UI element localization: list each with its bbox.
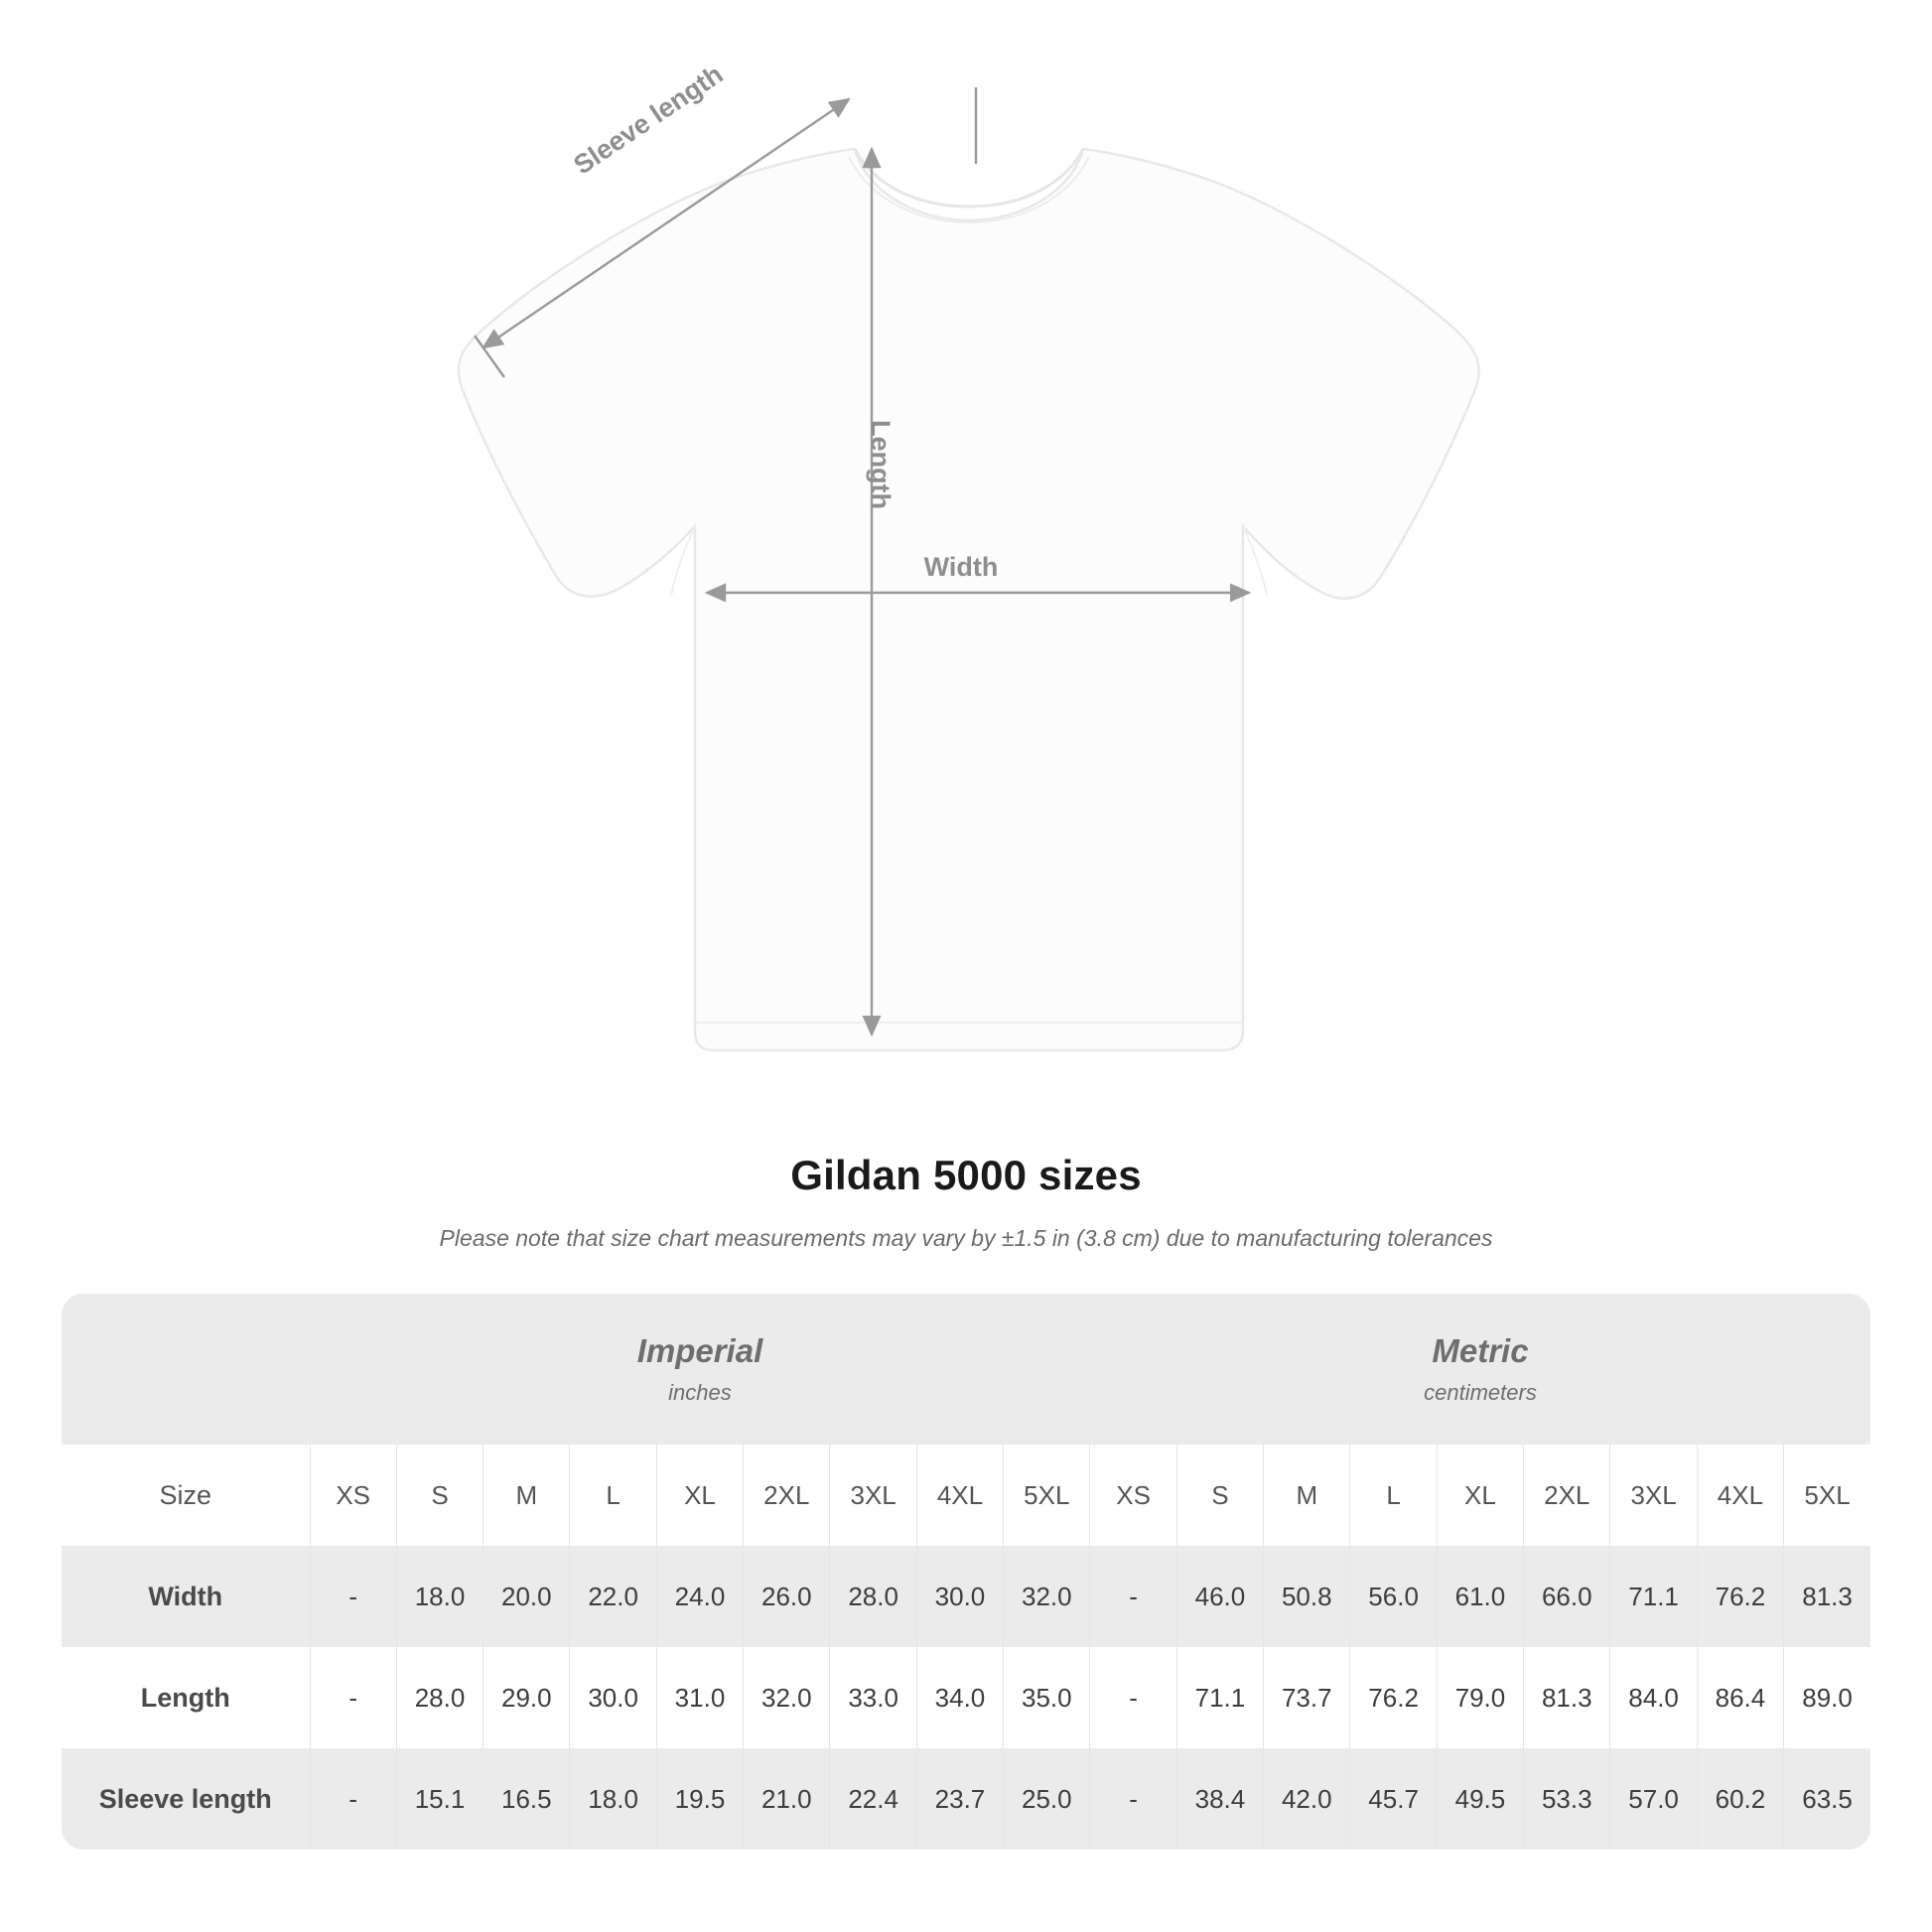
cell: 38.4	[1176, 1748, 1263, 1850]
cell: 46.0	[1176, 1546, 1263, 1647]
row-label-width: Width	[62, 1546, 310, 1647]
cell: 23.7	[916, 1748, 1003, 1850]
header-imperial-4xl: 4XL	[916, 1445, 1003, 1546]
header-metric-3xl: 3XL	[1610, 1445, 1697, 1546]
width-label: Width	[923, 552, 999, 582]
cell: 45.7	[1350, 1748, 1437, 1850]
cell: 56.0	[1350, 1546, 1437, 1647]
sleeve-length-label: Sleeve length	[568, 59, 729, 181]
cell: 81.3	[1524, 1647, 1610, 1748]
cell: 84.0	[1610, 1647, 1697, 1748]
cell: 28.0	[830, 1546, 916, 1647]
cell: 22.4	[830, 1748, 916, 1850]
cell: -	[1090, 1748, 1176, 1850]
cell: 61.0	[1437, 1546, 1523, 1647]
cell: 49.5	[1437, 1748, 1523, 1850]
cell: 71.1	[1176, 1647, 1263, 1748]
header-imperial-m: M	[483, 1445, 570, 1546]
unit-imperial-sub: inches	[668, 1380, 732, 1405]
header-metric-s: S	[1176, 1445, 1263, 1546]
length-label: Length	[866, 420, 896, 509]
cell: -	[1090, 1647, 1176, 1748]
cell: 20.0	[483, 1546, 570, 1647]
cell: 19.5	[656, 1748, 743, 1850]
cell: 76.2	[1697, 1546, 1783, 1647]
table-row	[62, 1546, 1870, 1647]
header-imperial-s: S	[396, 1445, 483, 1546]
unit-header-row	[62, 1294, 1870, 1445]
cell: 30.0	[570, 1647, 656, 1748]
cell: 16.5	[483, 1748, 570, 1850]
cell: 18.0	[570, 1748, 656, 1850]
cell: 63.5	[1784, 1748, 1870, 1850]
cell: 18.0	[396, 1546, 483, 1647]
cell: 86.4	[1697, 1647, 1783, 1748]
cell: 57.0	[1610, 1748, 1697, 1850]
cell: 29.0	[483, 1647, 570, 1748]
cell: 33.0	[830, 1647, 916, 1748]
unit-imperial	[310, 1294, 1090, 1445]
header-metric-2xl: 2XL	[1524, 1445, 1610, 1546]
header-imperial-5xl: 5XL	[1004, 1445, 1090, 1546]
cell: 60.2	[1697, 1748, 1783, 1850]
table-row	[62, 1647, 1870, 1748]
header-metric-5xl: 5XL	[1784, 1445, 1870, 1546]
cell: 32.0	[1004, 1546, 1090, 1647]
cell: -	[310, 1748, 396, 1850]
cell: 73.7	[1264, 1647, 1350, 1748]
cell: 21.0	[744, 1748, 830, 1850]
cell: -	[310, 1546, 396, 1647]
size-table-wrapper	[62, 1294, 1870, 1850]
header-metric-4xl: 4XL	[1697, 1445, 1783, 1546]
tshirt-shape	[459, 149, 1479, 1050]
cell: 53.3	[1524, 1748, 1610, 1850]
header-metric-xs: XS	[1090, 1445, 1176, 1546]
cell: 28.0	[396, 1647, 483, 1748]
header-imperial-xl: XL	[656, 1445, 743, 1546]
page-title: Gildan 5000 sizes	[790, 1152, 1142, 1198]
cell: 35.0	[1004, 1647, 1090, 1748]
header-imperial-xs: XS	[310, 1445, 396, 1546]
cell: 22.0	[570, 1546, 656, 1647]
row-label-length: Length	[62, 1647, 310, 1748]
cell: 50.8	[1264, 1546, 1350, 1647]
header-metric-l: L	[1350, 1445, 1437, 1546]
cell: 79.0	[1437, 1647, 1523, 1748]
cell: 26.0	[744, 1546, 830, 1647]
unit-metric-sub: centimeters	[1424, 1380, 1537, 1405]
header-imperial-l: L	[570, 1445, 656, 1546]
cell: 31.0	[656, 1647, 743, 1748]
header-metric-xl: XL	[1437, 1445, 1523, 1546]
cell: 71.1	[1610, 1546, 1697, 1647]
cell: 34.0	[916, 1647, 1003, 1748]
unit-metric-name: Metric	[1432, 1332, 1529, 1369]
header-size-label: Size	[62, 1445, 310, 1546]
header-imperial-3xl: 3XL	[830, 1445, 916, 1546]
cell: 89.0	[1784, 1647, 1870, 1748]
header-imperial-2xl: 2XL	[744, 1445, 830, 1546]
cell: 25.0	[1004, 1748, 1090, 1850]
cell: 24.0	[656, 1546, 743, 1647]
unit-imperial-name: Imperial	[636, 1332, 763, 1369]
unit-metric	[1090, 1294, 1870, 1445]
cell: 30.0	[916, 1546, 1003, 1647]
cell: 42.0	[1264, 1748, 1350, 1850]
row-label-sleeve-length: Sleeve length	[62, 1748, 310, 1850]
heading-block	[0, 1152, 1932, 1252]
header-metric-m: M	[1264, 1445, 1350, 1546]
cell: -	[310, 1647, 396, 1748]
unit-spacer	[62, 1294, 310, 1445]
tolerance-note: Please note that size chart measurements may vary by ±1.5 in (3.8 cm) due to manufacturing tolerances	[439, 1225, 1493, 1251]
cell: 76.2	[1350, 1647, 1437, 1748]
size-table	[62, 1294, 1870, 1850]
cell: 32.0	[744, 1647, 830, 1748]
cell: -	[1090, 1546, 1176, 1647]
size-header-row	[62, 1445, 1870, 1546]
cell: 81.3	[1784, 1546, 1870, 1647]
table-row	[62, 1748, 1870, 1850]
cell: 15.1	[396, 1748, 483, 1850]
cell: 66.0	[1524, 1546, 1610, 1647]
